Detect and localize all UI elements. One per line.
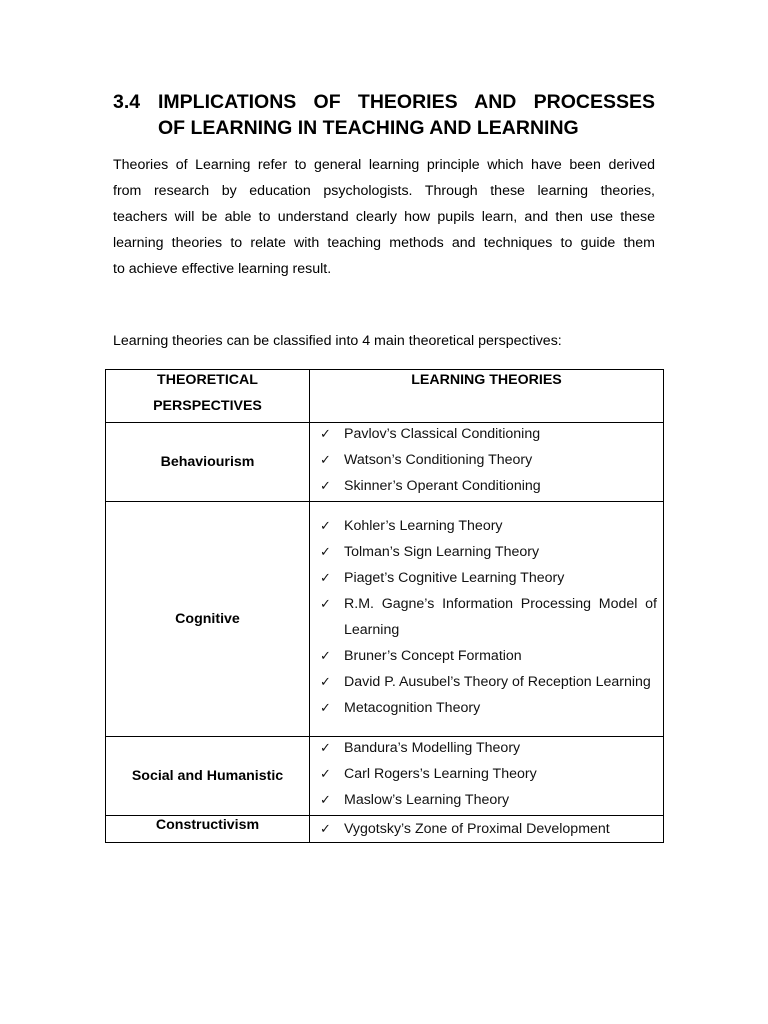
perspective-cell: Cognitive [106,502,310,737]
body-paragraph [113,152,655,282]
list-item: ✓ David P. Ausubel’s Theory of Reception Learning [310,669,663,695]
list-item: ✓ Metacognition Theory [310,695,663,721]
checkmark-icon: ✓ [320,740,331,755]
checkmark-icon: ✓ [320,426,331,441]
checkmark-icon: ✓ [320,674,331,689]
theories-cell [310,816,664,843]
paragraph-line: to achieve effective learning result. [113,261,332,277]
table-header-row [106,370,664,423]
theories-cell [310,502,664,737]
list-item: ✓ Kohler’s Learning Theory [310,513,663,539]
checkmark-icon: ✓ [320,821,331,836]
table-row [106,737,664,816]
perspective-cell: Behaviourism [106,423,310,502]
table-row [106,502,664,737]
checkmark-icon: ✓ [320,792,331,807]
list-item: ✓ Piaget’s Cognitive Learning Theory [310,565,663,591]
checkmark-icon: ✓ [320,596,331,611]
learning-theories-table [105,369,664,843]
header-perspectives-line-1: THEORETICAL [157,372,258,388]
list-item: ✓ Carl Rogers’s Learning Theory [310,761,663,787]
list-item: ✓ Pavlov’s Classical Conditioning [310,421,663,447]
paragraph-line: learning theories to relate with teaching methods and techniques to guide them [113,235,655,251]
list-item: ✓ Bandura’s Modelling Theory [310,735,663,761]
list-item: ✓ Maslow’s Learning Theory [310,787,663,813]
perspective-cell: Constructivism [106,816,310,843]
checkmark-icon: ✓ [320,478,331,493]
section-title-line-1: IMPLICATIONS OF THEORIES AND PROCESSES [158,91,655,113]
list-item: ✓ Bruner’s Concept Formation [310,643,663,669]
header-theories: LEARNING THEORIES [310,370,664,423]
paragraph-line: teachers will be able to understand clearly how pupils learn, and then use these [113,209,655,225]
header-perspectives [106,370,310,423]
list-item: ✓ Vygotsky’s Zone of Proximal Development [320,821,610,837]
section-number: 3.4 [113,91,141,113]
checkmark-icon: ✓ [320,452,331,467]
paragraph-line: Theories of Learning refer to general learning principle which have been derived [113,157,655,173]
checkmark-icon: ✓ [320,648,331,663]
list-item: ✓ Tolman’s Sign Learning Theory [310,539,663,565]
list-item: ✓ Skinner’s Operant Conditioning [310,473,663,499]
checkmark-icon: ✓ [320,518,331,533]
table-row [106,816,664,843]
theories-cell [310,423,664,502]
table-row [106,423,664,502]
checkmark-icon: ✓ [320,544,331,559]
theories-cell [310,737,664,816]
checkmark-icon: ✓ [320,570,331,585]
header-perspectives-line-2: PERSPECTIVES [153,398,262,414]
paragraph-line: from research by education psychologists. Through these learning theories, [113,183,655,199]
perspective-cell: Social and Humanistic [106,737,310,816]
checkmark-icon: ✓ [320,700,331,715]
list-item: ✓ R.M. Gagne’s Information Processing Model of Learning [310,591,663,643]
list-item: ✓ Watson’s Conditioning Theory [310,447,663,473]
section-title-line-2: OF LEARNING IN TEACHING AND LEARNING [158,117,579,139]
checkmark-icon: ✓ [320,766,331,781]
intro-sentence: Learning theories can be classified into 4 main theoretical perspectives: [113,333,562,349]
